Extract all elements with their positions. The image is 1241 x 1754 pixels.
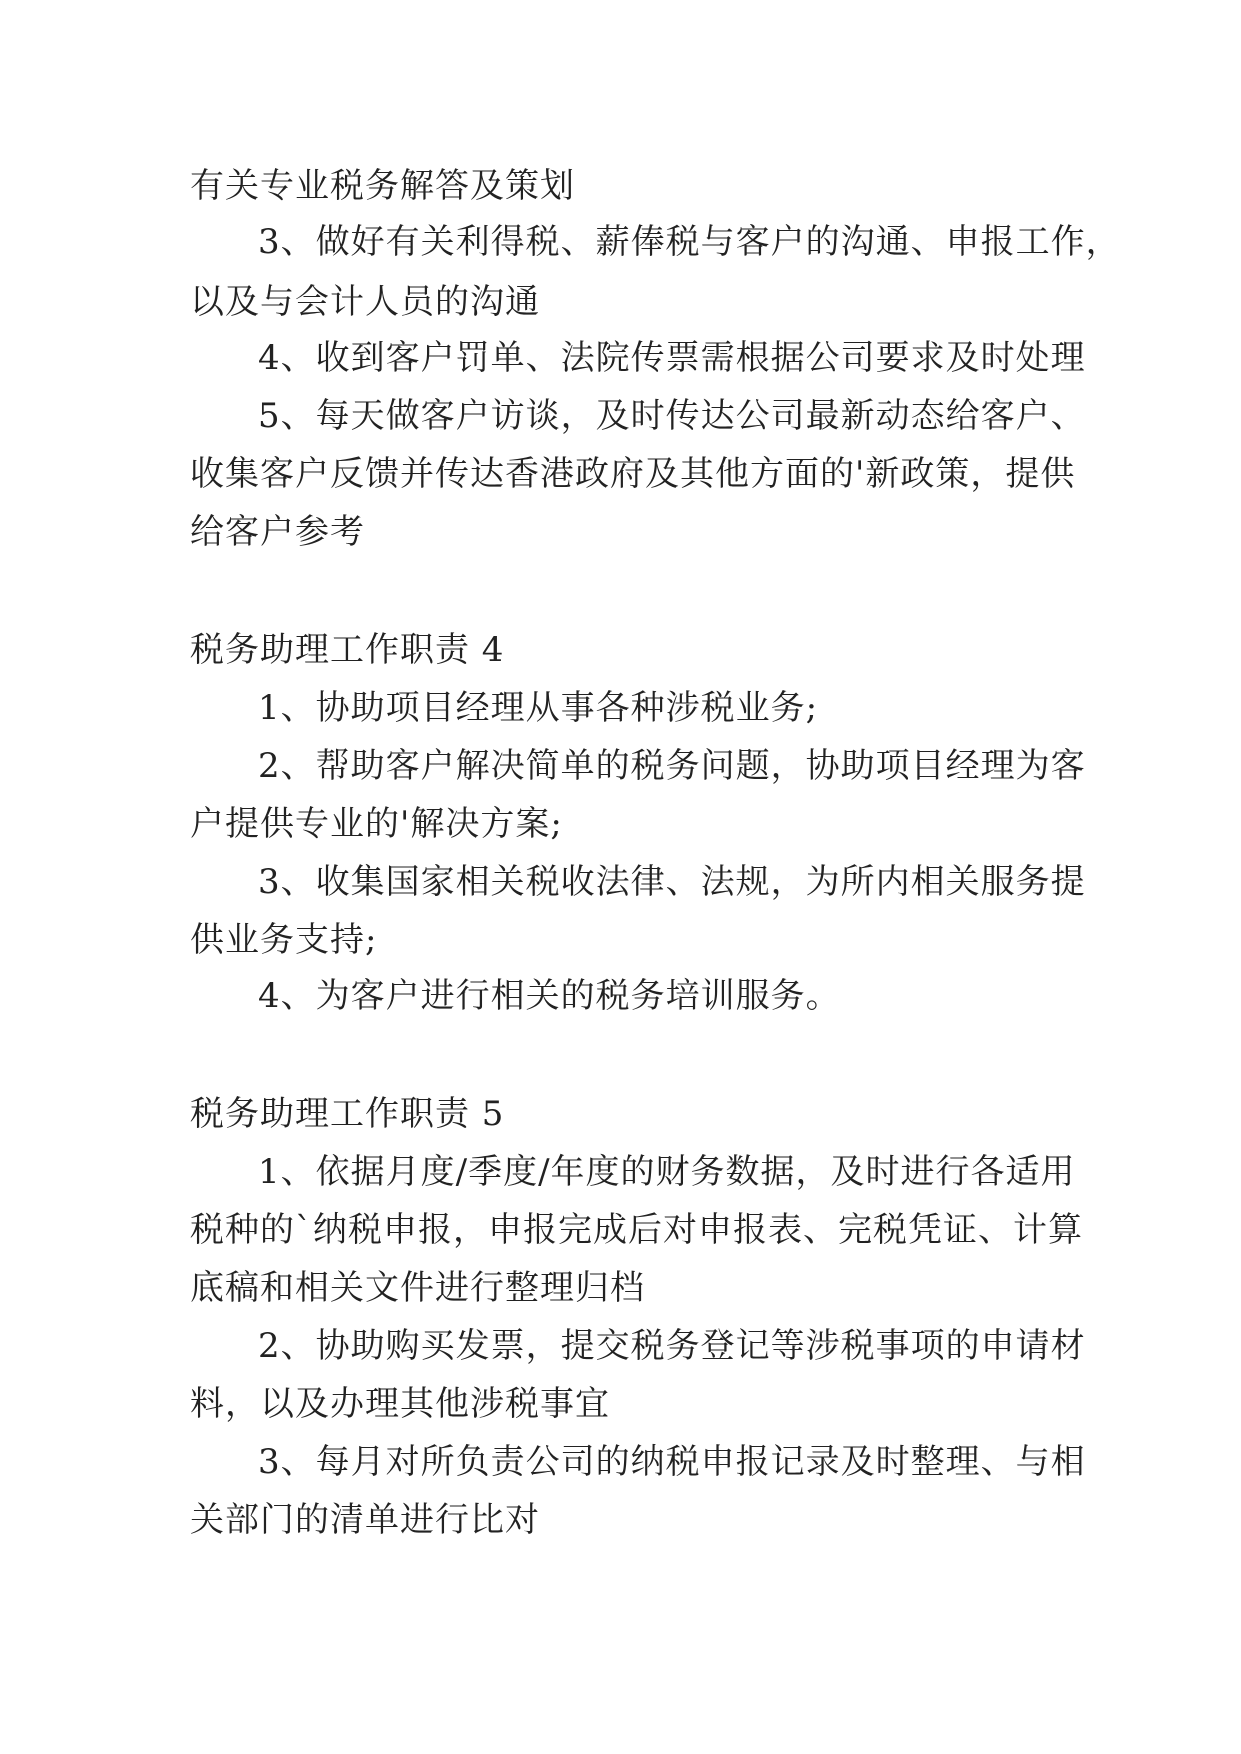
list-item-line: 4、收到客户罚单、法院传票需根据公司要求及时处理 <box>258 338 1086 378</box>
paragraph-line: 供业务支持; <box>190 920 378 960</box>
list-item-line: 2、协助购买发票，提交税务登记等涉税事项的申请材 <box>258 1326 1086 1366</box>
list-item-line: 4、为客户进行相关的税务培训服务。 <box>258 976 841 1016</box>
paragraph-line: 税种的`纳税申报，申报完成后对申报表、完税凭证、计算 <box>190 1210 1083 1250</box>
paragraph-line: 以及与会计人员的沟通 <box>190 282 540 322</box>
paragraph-line: 有关专业税务解答及策划 <box>190 166 575 206</box>
list-item-line: 2、帮助客户解决简单的税务问题，协助项目经理为客 <box>258 746 1086 786</box>
paragraph-line: 给客户参考 <box>190 512 365 552</box>
section-heading-4: 税务助理工作职责 4 <box>190 630 505 670</box>
list-item-line: 5、每天做客户访谈，及时传达公司最新动态给客户、 <box>258 396 1086 436</box>
paragraph-line: 收集客户反馈并传达香港政府及其他方面的'新政策，提供 <box>190 454 1076 494</box>
paragraph-line: 料，以及办理其他涉税事宜 <box>190 1384 610 1424</box>
list-item-line: 3、收集国家相关税收法律、法规，为所内相关服务提 <box>258 862 1086 902</box>
list-item-line: 3、每月对所负责公司的纳税申报记录及时整理、与相 <box>258 1442 1086 1482</box>
list-item-line: 1、协助项目经理从事各种涉税业务; <box>258 688 819 728</box>
paragraph-line: 底稿和相关文件进行整理归档 <box>190 1268 645 1308</box>
paragraph-line: 关部门的清单进行比对 <box>190 1500 540 1540</box>
section-heading-5: 税务助理工作职责 5 <box>190 1094 505 1134</box>
list-item-line: 1、依据月度/季度/年度的财务数据，及时进行各适用 <box>258 1152 1076 1192</box>
list-item-line: 3、做好有关利得税、薪俸税与客户的沟通、申报工作， <box>258 222 1121 262</box>
paragraph-line: 户提供专业的'解决方案; <box>190 804 563 844</box>
